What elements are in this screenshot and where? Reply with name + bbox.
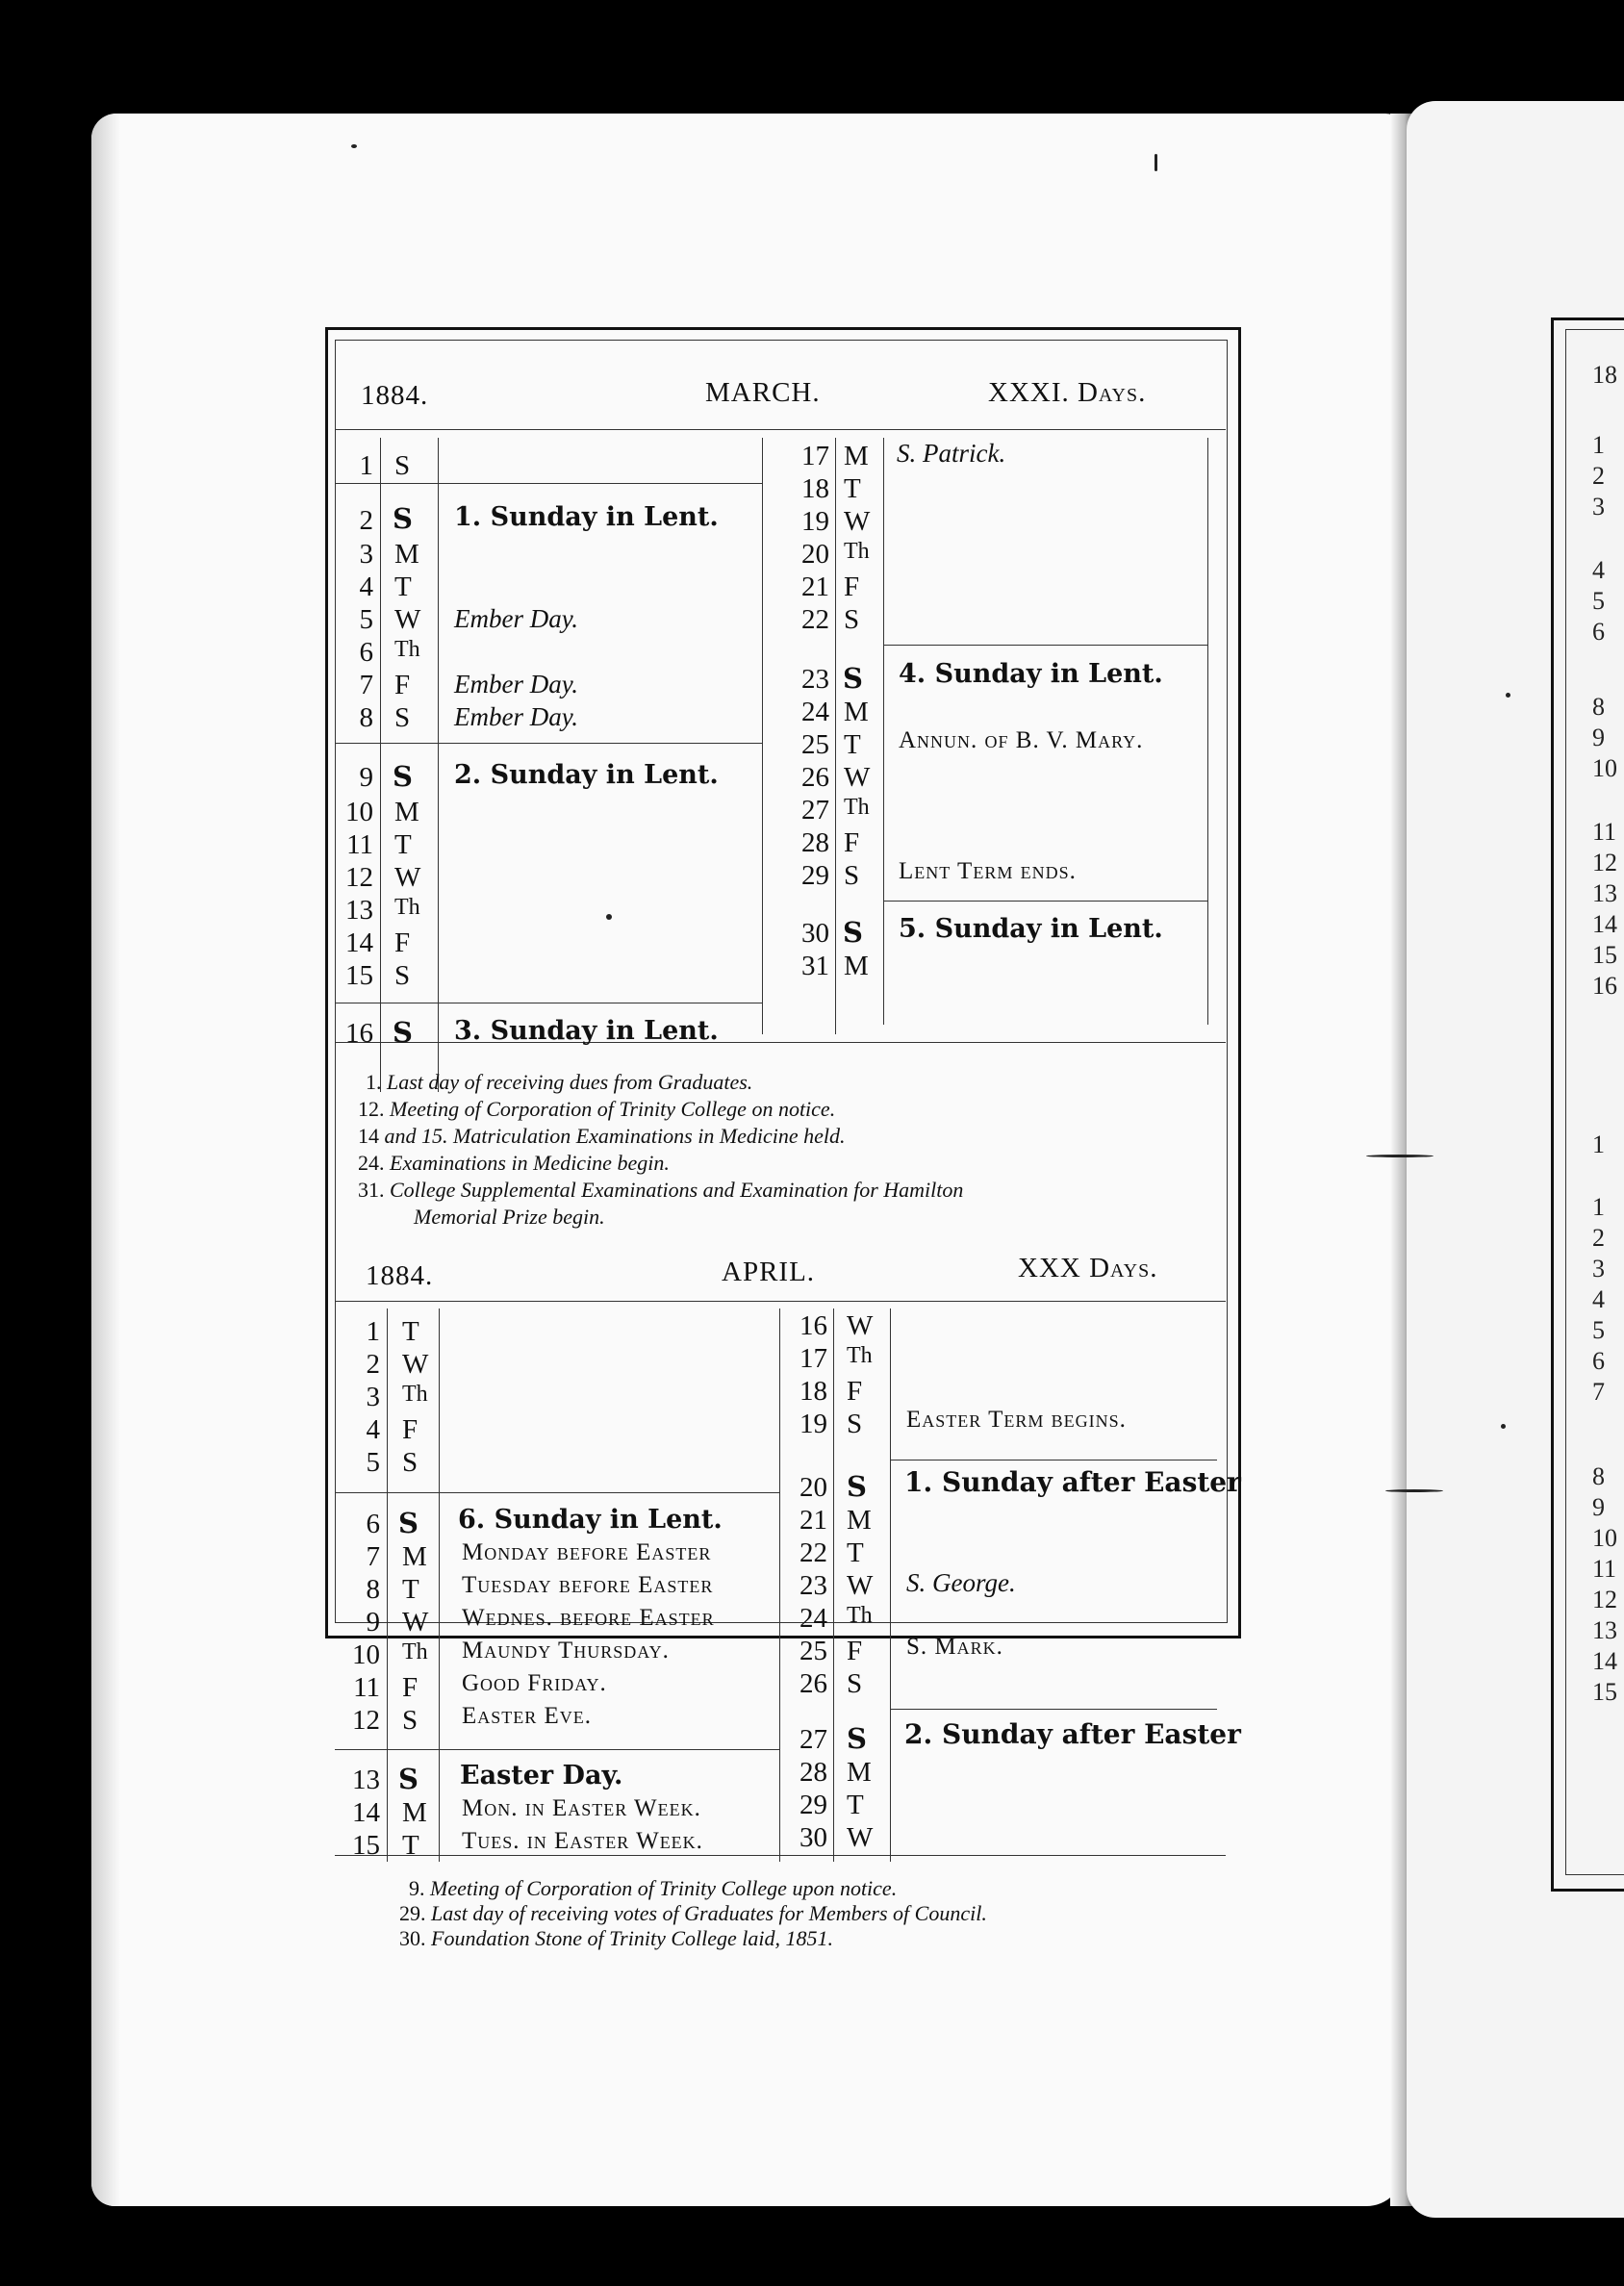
next-page-number: 2 [1592,1224,1605,1252]
weekday: T [402,1316,419,1347]
feast-note: 3. Sunday in Lent. [454,1016,719,1046]
weekday: Th [844,795,870,820]
next-page-number: 3 [1592,493,1605,521]
april-header-rule [335,1301,1226,1302]
next-page-number: 2 [1592,462,1605,490]
day-number: 7 [359,670,373,700]
weekday: W [847,1822,874,1853]
sunday-mark: S [393,1016,413,1049]
day-number: 2 [359,505,373,536]
weekday: F [402,1414,419,1445]
next-page-number: 6 [1592,1347,1605,1375]
next-page-number: 11 [1592,1555,1617,1583]
next-page-number: 7 [1592,1378,1605,1406]
day-number: 21 [799,1505,827,1536]
weekday: F [844,572,860,602]
day-number: 22 [801,604,829,635]
sunday-mark: S [847,1470,867,1503]
day-number: 16 [345,1018,373,1049]
footnote: 1. Last day of receiving dues from Graduates. [366,1070,753,1094]
day-number: 5 [359,604,373,635]
day-number: 1 [359,450,373,481]
april-notes-rule [335,1855,1226,1856]
day-number: 26 [801,762,829,793]
april-year: 1884. [366,1260,434,1291]
april-left-numcol-rule [387,1308,388,1862]
sunday-mark: S [843,662,863,695]
weekday: F [847,1636,863,1666]
scan-speck [1501,1424,1506,1429]
day-number: 9 [366,1607,380,1638]
weekday: Th [847,1343,873,1368]
day-number: 30 [799,1822,827,1853]
day-number: 25 [801,729,829,760]
feast-note: Easter Eve. [462,1703,593,1729]
march-year: 1884. [361,380,429,411]
day-number: 12 [352,1705,380,1736]
feast-note: Lent Term ends. [899,858,1077,884]
next-page-number: 5 [1592,587,1605,615]
footnote: 24. Examinations in Medicine begin. [358,1151,670,1175]
weekday: S [402,1705,419,1736]
day-number: 8 [366,1574,380,1605]
scan-speck [606,914,612,920]
scan-speck [1506,693,1510,698]
scan-speck [1385,1489,1443,1492]
weekday: W [844,762,871,793]
next-page-number: 14 [1592,910,1617,938]
day-number: 26 [799,1668,827,1699]
next-page-number: 4 [1592,556,1605,584]
feast-note: 2. Sunday in Lent. [454,760,719,790]
day-number: 27 [801,795,829,826]
day-number: 14 [352,1797,380,1828]
footnote: 30. Foundation Stone of Trinity College laid, 1851. [399,1926,833,1950]
feast-note: 4. Sunday in Lent. [899,659,1163,689]
weekday: M [844,697,869,727]
day-number: 13 [352,1765,380,1795]
weekday: T [394,572,412,602]
weekday: S [844,860,860,891]
april-left-text-rule [779,1308,780,1862]
march-right-edge-rule [1207,438,1208,1025]
day-number: 18 [799,1376,827,1407]
next-page-number: 9 [1592,1493,1605,1521]
weekday: T [847,1790,864,1820]
next-page-number: 10 [1592,754,1617,782]
day-number: 30 [801,918,829,949]
april-week-rule [335,1749,779,1750]
weekday: W [394,604,421,635]
weekday: F [394,927,411,958]
weekday: M [844,441,869,471]
feast-note: Ember Day. [454,702,578,731]
footnote: 31. College Supplemental Examinations and Examination for Hamilton [358,1178,964,1202]
march-title: MARCH. [705,377,821,408]
day-number: 17 [799,1343,827,1374]
weekday: M [394,797,419,827]
day-number: 8 [359,702,373,733]
march-week-rule [335,743,762,744]
feast-note: Wednes. before Easter [462,1605,715,1631]
weekday: M [394,539,419,570]
next-page-number: 6 [1592,618,1605,646]
weekday: W [847,1570,874,1601]
april-days-count: XXX Days. [1018,1253,1158,1283]
day-number: 31 [801,951,829,981]
scan-speck [1366,1155,1434,1157]
day-number: 10 [352,1639,380,1670]
day-number: 4 [359,572,373,602]
april-right-numcol-rule [833,1308,834,1862]
april-week-rule [335,1492,779,1493]
weekday: Th [402,1639,428,1664]
sunday-mark: S [393,502,413,535]
sunday-mark: S [398,1763,419,1795]
sunday-mark: S [393,760,413,793]
footnote: 14 and 15. Matriculation Examinations in Medicine held. [358,1124,846,1148]
next-page-number: 10 [1592,1524,1617,1552]
next-page-number: 13 [1592,879,1617,907]
day-number: 15 [345,960,373,991]
weekday: S [847,1668,863,1699]
weekday: W [402,1349,429,1380]
day-number: 15 [352,1830,380,1861]
day-number: 20 [801,539,829,570]
feast-note: 1. Sunday in Lent. [454,502,719,532]
day-number: 28 [799,1757,827,1788]
day-number: 4 [366,1414,380,1445]
march-week-rule [335,483,762,484]
march-left-text-rule [762,438,763,1034]
day-number: 6 [366,1509,380,1539]
weekday: M [402,1797,427,1828]
feast-note: Easter Day. [460,1761,623,1791]
day-number: 12 [345,862,373,893]
feast-note: 6. Sunday in Lent. [458,1505,723,1535]
weekday: T [847,1537,864,1568]
feast-note: Ember Day. [454,670,578,698]
feast-note: S. Patrick. [897,439,1006,468]
next-page-number: 13 [1592,1616,1617,1644]
next-page-number: 14 [1592,1647,1617,1675]
weekday: M [844,951,869,981]
weekday: Th [402,1382,428,1407]
feast-note: Monday before Easter [462,1539,712,1565]
day-number: 24 [801,697,829,727]
next-page-number: 1 [1592,431,1605,459]
day-number: 29 [799,1790,827,1820]
next-page-number: 18 [1592,361,1617,389]
weekday: T [844,729,861,760]
feast-note: S. Mark. [906,1634,1003,1660]
next-page-number: 5 [1592,1316,1605,1344]
weekday: F [844,827,860,858]
weekday: F [847,1376,863,1407]
day-number: 19 [799,1409,827,1439]
march-header-rule [335,429,1226,430]
next-page-number: 12 [1592,849,1617,876]
weekday: W [402,1607,429,1638]
day-number: 9 [359,762,373,793]
day-number: 11 [353,1672,380,1703]
next-page-number: 1 [1592,1193,1605,1221]
next-page-number: 9 [1592,724,1605,751]
sunday-mark: S [847,1722,867,1755]
weekday: S [402,1447,419,1478]
weekday: T [402,1830,419,1861]
weekday: W [394,862,421,893]
next-page-number: 1 [1592,1130,1605,1158]
weekday: T [402,1574,419,1605]
sunday-mark: S [398,1507,419,1539]
day-number: 20 [799,1472,827,1503]
day-number: 16 [799,1310,827,1341]
weekday: S [394,702,411,733]
feast-note: 1. Sunday after Easter [904,1466,1241,1498]
march-right-daycol-rule [883,438,884,1025]
feast-note: Annun. of B. V. Mary. [899,727,1144,753]
april-left-daycol-rule [439,1308,440,1862]
day-number: 7 [366,1541,380,1572]
weekday: Th [847,1603,873,1628]
footnote: Memorial Prize begin. [414,1205,605,1229]
day-number: 22 [799,1537,827,1568]
day-number: 19 [801,506,829,537]
weekday: Th [394,895,420,920]
march-right-numcol-rule [835,438,836,1034]
next-page-number: 16 [1592,972,1617,1000]
footnote: 12. Meeting of Corporation of Trinity College on notice. [358,1097,836,1121]
weekday: Th [394,637,420,662]
footnote: 29. Last day of receiving votes of Graduates for Members of Council. [399,1901,987,1925]
next-page-number: 15 [1592,1678,1617,1706]
april-week-rule [890,1709,1217,1710]
day-number: 2 [366,1349,380,1380]
weekday: F [402,1672,419,1703]
day-number: 14 [345,927,373,958]
weekday: S [394,450,411,481]
next-page-number: 3 [1592,1255,1605,1283]
feast-note: 5. Sunday in Lent. [899,914,1163,944]
day-number: 11 [346,829,373,860]
feast-note: Mon. in Easter Week. [462,1795,701,1821]
day-number: 6 [359,637,373,668]
scan-speck [351,144,357,148]
day-number: 5 [366,1447,380,1478]
day-number: 25 [799,1636,827,1666]
day-number: 3 [359,539,373,570]
feast-note: S. George. [906,1568,1016,1597]
scan-speck [1155,154,1157,171]
day-number: 29 [801,860,829,891]
next-page-number: 8 [1592,1462,1605,1490]
day-number: 21 [801,572,829,602]
next-page-number: 4 [1592,1285,1605,1313]
weekday: M [847,1505,872,1536]
march-left-numcol-rule [380,438,381,1092]
day-number: 18 [801,473,829,504]
next-page-number: 11 [1592,818,1617,846]
weekday: S [394,960,411,991]
footnote: 9. Meeting of Corporation of Trinity College upon notice. [409,1876,898,1900]
weekday: T [844,473,861,504]
march-week-rule [883,901,1207,902]
weekday: Th [844,539,870,564]
weekday: S [847,1409,863,1439]
march-days-count: XXXI. Days. [988,377,1147,408]
day-number: 27 [799,1724,827,1755]
day-number: 13 [345,895,373,926]
feast-note: Ember Day. [454,604,578,633]
march-left-daycol-rule [438,438,439,1092]
day-number: 23 [799,1570,827,1601]
day-number: 17 [801,441,829,471]
sunday-mark: S [843,916,863,949]
weekday: W [847,1310,874,1341]
weekday: M [402,1541,427,1572]
day-number: 10 [345,797,373,827]
feast-note: 2. Sunday after Easter [904,1718,1241,1750]
day-number: 23 [801,664,829,695]
day-number: 28 [801,827,829,858]
feast-note: Maundy Thursday. [462,1638,670,1664]
april-right-daycol-rule [890,1308,891,1862]
weekday: F [394,670,411,700]
page-edge-shadow [91,114,120,2206]
march-week-rule [883,645,1207,646]
weekday: S [844,604,860,635]
next-page-number: 15 [1592,941,1617,969]
next-page-number: 8 [1592,693,1605,721]
day-number: 24 [799,1603,827,1634]
next-page-number: 12 [1592,1586,1617,1613]
weekday: M [847,1757,872,1788]
feast-note: Easter Term begins. [906,1407,1127,1433]
feast-note: Tuesday before Easter [462,1572,714,1598]
day-number: 3 [366,1382,380,1412]
feast-note: Tues. in Easter Week. [462,1828,703,1854]
april-title: APRIL. [722,1257,816,1287]
weekday: W [844,506,871,537]
feast-note: Good Friday. [462,1670,607,1696]
day-number: 1 [366,1316,380,1347]
weekday: T [394,829,412,860]
